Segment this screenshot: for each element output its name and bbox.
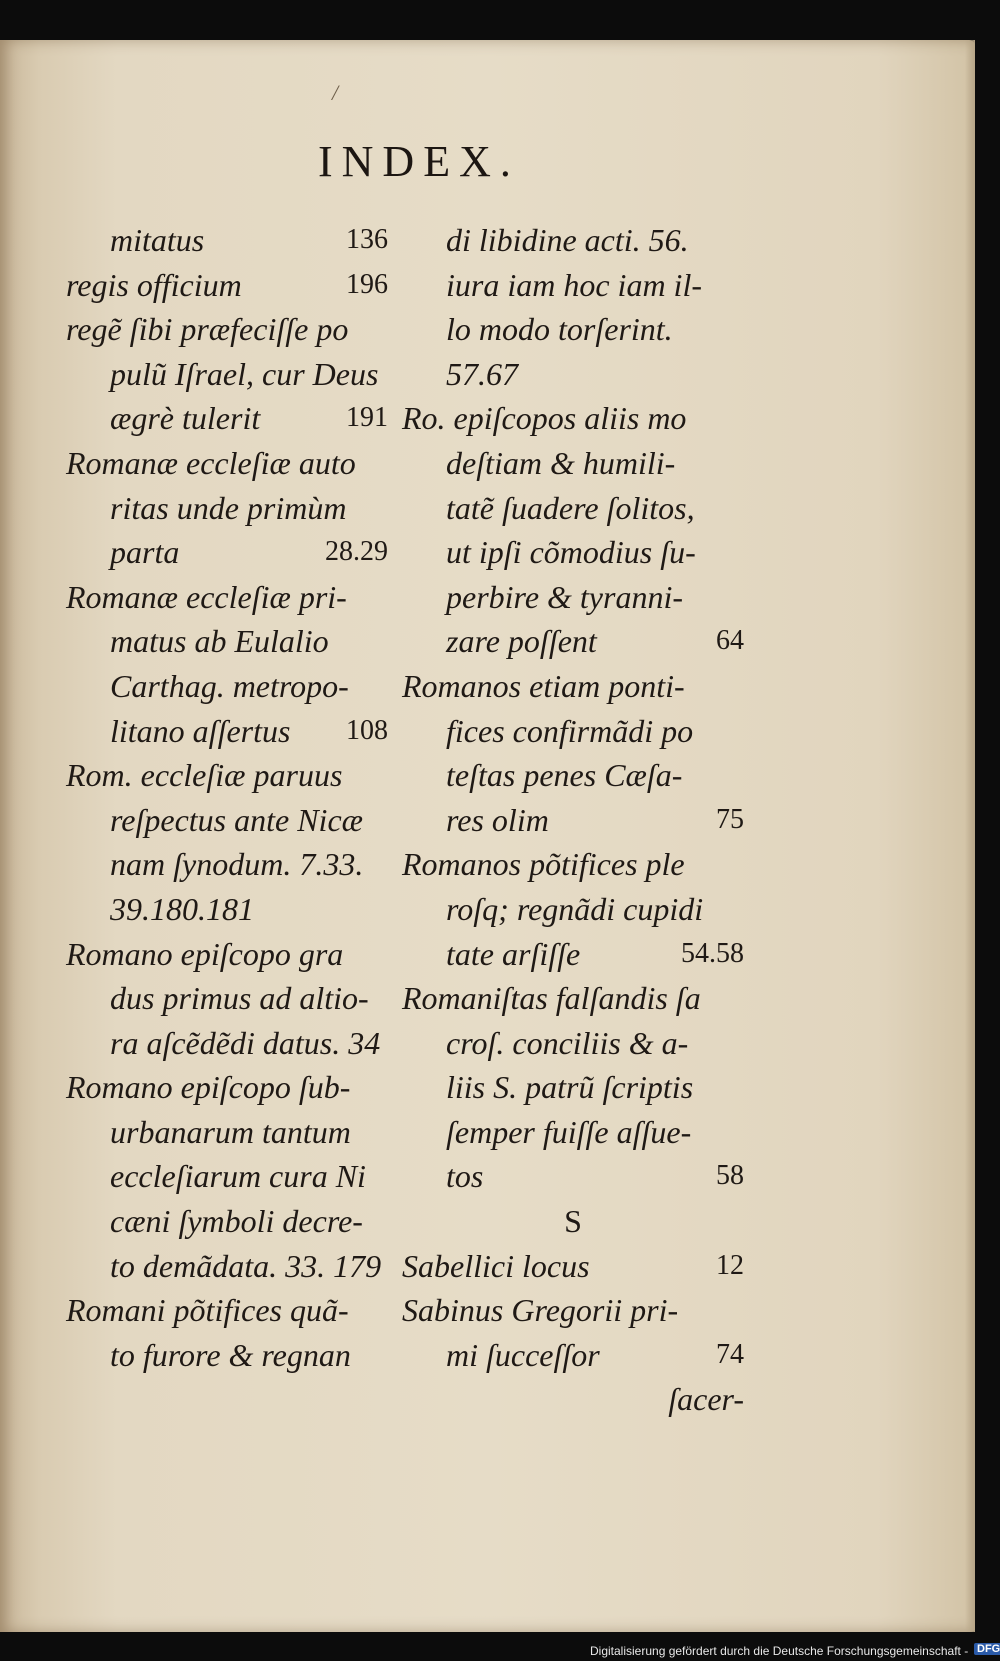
index-entry-line xyxy=(402,619,744,664)
entry-text: Romaniſtas falſandis ſa xyxy=(402,980,701,1017)
index-entry-line xyxy=(66,530,388,575)
entry-text: regẽ ſibi præfeciſſe po xyxy=(66,311,349,348)
entry-text: cæni ſymboli decre- xyxy=(110,1203,363,1240)
entry-text: Romanos etiam ponti- xyxy=(402,667,685,704)
index-entry-line xyxy=(66,1333,388,1378)
index-entry-line xyxy=(402,1021,744,1066)
entry-text: zare poſſent xyxy=(446,623,597,660)
index-entry-line xyxy=(66,1199,388,1244)
entry-text: to demãdata. 33. 179 xyxy=(110,1247,382,1284)
entry-text: tate arſiſſe xyxy=(446,935,581,972)
entry-text: ſacer- xyxy=(668,1381,744,1418)
entry-text: res olim xyxy=(446,801,549,838)
index-entry-line xyxy=(66,753,388,798)
entry-text: deſtiam & humili- xyxy=(446,444,676,481)
index-entry-line xyxy=(66,396,388,441)
entry-text: ra aſcẽdẽdi datus. 34 xyxy=(110,1024,381,1061)
index-entry-line xyxy=(402,352,744,397)
entry-text: di libidine acti. 56. xyxy=(446,222,689,258)
entry-text: Sabellici locus xyxy=(402,1247,590,1284)
pencil-mark: / xyxy=(332,80,339,105)
entry-text: Romano epiſcopo ſub- xyxy=(66,1069,351,1106)
index-entry-line xyxy=(402,842,744,887)
page-reference: 136 xyxy=(346,224,388,255)
entry-text: Romani põtifices quã- xyxy=(66,1292,349,1329)
entry-text: Rom. eccleſiæ paruus xyxy=(66,757,343,794)
index-entry-line xyxy=(66,1110,388,1155)
index-entry-line xyxy=(66,486,388,531)
index-entry-line xyxy=(66,352,388,397)
entry-text: iura iam hoc iam il- xyxy=(446,266,702,303)
index-entry-line xyxy=(402,664,744,709)
index-entry-line xyxy=(402,441,744,486)
index-entry-line xyxy=(66,664,388,709)
index-entry-line xyxy=(66,709,388,754)
entry-text: fices confirmãdi po xyxy=(446,712,694,749)
entry-text: urbanarum tantum xyxy=(110,1113,351,1150)
entry-text: Romanæ eccleſiæ pri- xyxy=(66,578,347,615)
page-reference: 75 xyxy=(716,803,744,835)
entry-text: 39.180.181 xyxy=(110,890,254,927)
page-reference: 108 xyxy=(346,714,388,746)
entry-text: nam ſynodum. 7.33. xyxy=(110,846,364,883)
index-entry-line xyxy=(66,441,388,486)
entry-text: croſ. conciliis & a- xyxy=(446,1024,689,1061)
index-entry-line xyxy=(66,798,388,843)
index-entry-line xyxy=(402,887,744,932)
entry-text: mi ſucceſſor xyxy=(446,1336,600,1373)
page-header: INDEX. xyxy=(318,137,520,186)
entry-text: Romanos põtifices ple xyxy=(402,846,685,883)
entry-text: liis S. patrũ ſcriptis xyxy=(446,1069,694,1106)
page-reference: 191 xyxy=(346,402,388,434)
entry-text: parta xyxy=(110,534,180,571)
entry-text: ægrè tulerit xyxy=(110,400,261,437)
index-entry-line xyxy=(66,307,388,352)
page-reference: 74 xyxy=(716,1338,744,1370)
index-entry-line xyxy=(402,1065,744,1110)
index-entry-line xyxy=(402,709,744,754)
index-entry-line xyxy=(402,976,744,1021)
entry-text: reſpectus ante Nicæ xyxy=(110,801,363,838)
entry-text: ut ipſi cõmodius ſu- xyxy=(446,534,696,571)
entry-text: lo modo torſerint. xyxy=(446,311,673,348)
index-entry-line xyxy=(402,1288,744,1333)
entry-text: pulũ Iſrael, cur Deus xyxy=(110,355,379,392)
index-entry-line xyxy=(66,218,388,263)
index-entry-line xyxy=(66,575,388,620)
entry-text: Sabinus Gregorii pri- xyxy=(402,1292,679,1329)
entry-text: tos xyxy=(446,1158,484,1195)
entry-text: litano aſſertus xyxy=(110,712,291,749)
index-column-right xyxy=(402,218,744,1422)
page-reference: 196 xyxy=(346,268,388,300)
page-reference: 64 xyxy=(716,625,744,657)
index-entry-line xyxy=(66,619,388,664)
catchword xyxy=(402,1377,744,1422)
entry-text: Romano epiſcopo gra xyxy=(66,935,344,972)
book-page xyxy=(0,40,975,1632)
page-reference: 54.58 xyxy=(681,937,744,969)
index-entry-line xyxy=(66,1288,388,1333)
index-entry-line xyxy=(402,932,744,977)
dfg-logo: DFG xyxy=(974,1643,1000,1655)
index-entry-line xyxy=(402,1154,744,1199)
index-entry-line xyxy=(66,1154,388,1199)
index-entry-line xyxy=(66,1065,388,1110)
entry-text: perbire & tyranni- xyxy=(446,578,683,615)
index-entry-line xyxy=(402,1333,744,1378)
index-entry-line xyxy=(402,218,744,263)
entry-text: to furore & regnan xyxy=(110,1336,351,1373)
entry-text: mitatus xyxy=(110,222,205,258)
entry-text: 57.67 xyxy=(446,355,518,392)
index-entry-line xyxy=(402,753,744,798)
entry-text: ſemper fuiſſe aſſue- xyxy=(446,1113,692,1150)
entry-text: matus ab Eulalio xyxy=(110,623,329,660)
index-entry-line xyxy=(66,263,388,308)
index-entry-line xyxy=(402,307,744,352)
index-entry-line xyxy=(402,263,744,308)
entry-text: S xyxy=(564,1203,582,1240)
index-entry-line xyxy=(66,1244,388,1289)
index-entry-line xyxy=(402,530,744,575)
index-entry-line xyxy=(402,575,744,620)
entry-text: eccleſiarum cura Ni xyxy=(110,1158,366,1195)
index-entry-line xyxy=(66,976,388,1021)
entry-text: tatẽ ſuadere ſolitos, xyxy=(446,489,695,526)
index-entry-line xyxy=(402,1110,744,1155)
entry-text: teſtas penes Cæſa- xyxy=(446,757,683,794)
entry-text: roſq; regnãdi cupidi xyxy=(446,890,704,927)
entry-text: regis officium xyxy=(66,266,242,303)
index-entry-line xyxy=(402,486,744,531)
digitization-credit: Digitalisierung gefördert durch die Deutsche Forschungsgemeinschaft - xyxy=(590,1644,969,1658)
section-letter xyxy=(402,1199,744,1244)
page-reference: 58 xyxy=(716,1160,744,1192)
index-entry-line xyxy=(402,1244,744,1289)
index-entry-line xyxy=(66,887,388,932)
index-column-left xyxy=(66,218,388,1377)
index-entry-line xyxy=(66,1021,388,1066)
entry-text: ritas unde primùm xyxy=(110,489,347,526)
index-entry-line xyxy=(66,842,388,887)
index-entry-line xyxy=(402,798,744,843)
entry-text: Romanæ eccleſiæ auto xyxy=(66,444,356,481)
entry-text: dus primus ad altio- xyxy=(110,980,369,1017)
index-entry-line xyxy=(66,932,388,977)
page-reference: 28.29 xyxy=(325,536,388,568)
page-reference: 12 xyxy=(716,1249,744,1281)
entry-text: Ro. epiſcopos aliis mo xyxy=(402,400,687,437)
entry-text: Carthag. metropo- xyxy=(110,667,349,704)
index-entry-line xyxy=(402,396,744,441)
